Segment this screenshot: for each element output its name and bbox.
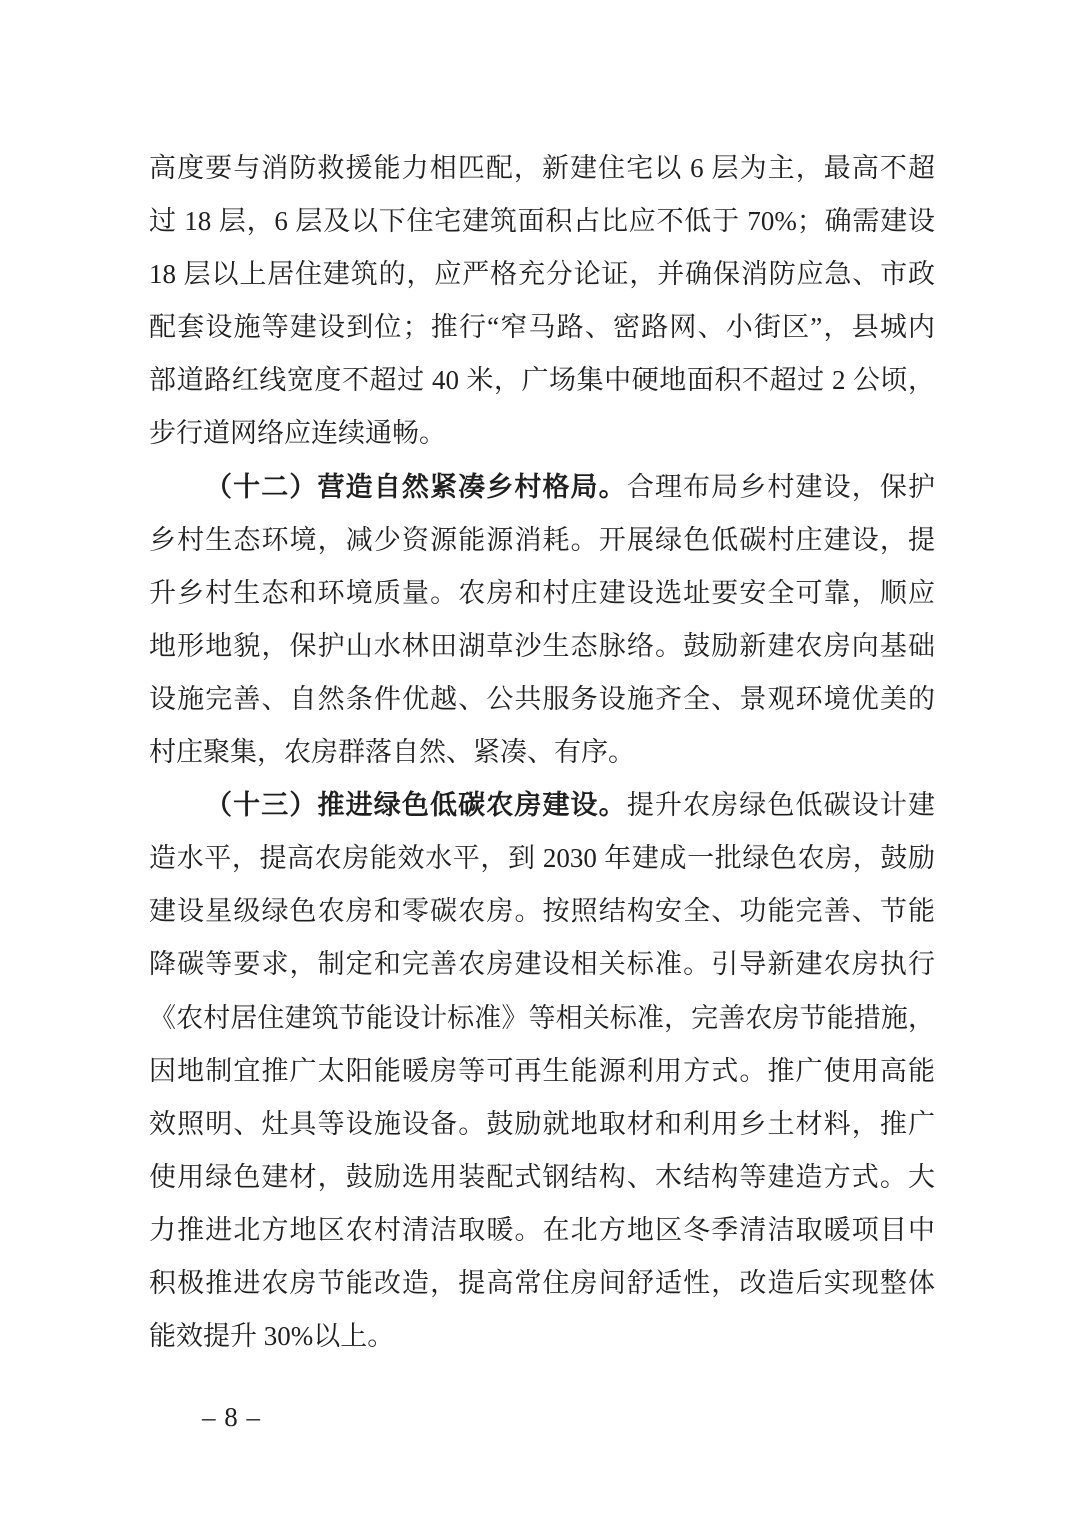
text-line (149, 832, 935, 885)
body-text: 积极推进农房节能改造，提高常住房间舒适性，改造后实现整体 (149, 1267, 935, 1298)
body-text: 合理布局乡村建设，保护 (626, 471, 935, 502)
text-line (149, 1204, 935, 1257)
body-text: 力推进北方地区农村清洁取暖。在北方地区冬季清洁取暖项目中 (149, 1214, 935, 1245)
body-text: 配套设施等建设到位；推行“窄马路、密路网、小街区”，县城内 (149, 312, 935, 343)
text-line (149, 195, 935, 248)
text-line (149, 1257, 935, 1310)
body-text: 村庄聚集，农房群落自然、紧凑、有序。 (149, 737, 635, 768)
text-line (149, 673, 935, 726)
text-line (149, 407, 935, 460)
page-number: – 8 – (202, 1402, 261, 1432)
text-line (149, 620, 935, 673)
body-text: 提升农房绿色低碳设计建 (626, 790, 935, 821)
text-line (149, 1310, 935, 1363)
text-line (149, 514, 935, 567)
body-text: 因地制宜推广太阳能暖房等可再生能源利用方式。推广使用高能 (149, 1055, 935, 1086)
text-line (149, 779, 935, 832)
body-text: 降碳等要求，制定和完善农房建设相关标准。引导新建农房执行 (149, 949, 935, 980)
text-block (149, 142, 935, 1363)
body-text: 步行道网络应连续通畅。 (149, 418, 446, 449)
text-line (149, 1098, 935, 1151)
body-text: 地形地貌，保护山水林田湖草沙生态脉络。鼓励新建农房向基础 (149, 630, 935, 661)
body-text: 过 18 层，6 层及以下住宅建筑面积占比应不低于 70%；确需建设 (149, 206, 935, 237)
body-text: 效照明、灶具等设施设备。鼓励就地取材和利用乡土材料，推广 (149, 1108, 935, 1139)
text-line (149, 354, 935, 407)
body-text: 升乡村生态和环境质量。农房和村庄建设选址要安全可靠，顺应 (149, 577, 935, 608)
text-line (149, 938, 935, 991)
text-line (149, 1045, 935, 1098)
text-line (149, 1151, 935, 1204)
body-text: 18 层以上居住建筑的，应严格充分论证，并确保消防应急、市政 (149, 259, 935, 290)
body-text: 能效提升 30%以上。 (149, 1321, 395, 1352)
body-text: 部道路红线宽度不超过 40 米，广场集中硬地面积不超过 2 公顷， (149, 365, 935, 396)
body-text: 高度要与消防救援能力相匹配，新建住宅以 6 层为主，最高不超 (149, 153, 935, 183)
body-text: 建设星级绿色农房和零碳农房。按照结构安全、功能完善、节能 (149, 896, 935, 927)
body-text: 《农村居住建筑节能设计标准》等相关标准，完善农房节能措施， (149, 1002, 935, 1033)
text-line (149, 567, 935, 620)
body-text: 使用绿色建材，鼓励选用装配式钢结构、木结构等建造方式。大 (149, 1161, 935, 1192)
text-line (149, 248, 935, 301)
text-line (149, 726, 935, 779)
text-line (149, 301, 935, 354)
text-line (149, 992, 935, 1045)
body-text: 乡村生态环境，减少资源能源消耗。开展绿色低碳村庄建设，提 (149, 524, 935, 555)
section-heading-text: （十三）推进绿色低碳农房建设。 (205, 790, 627, 821)
text-line (149, 885, 935, 938)
text-line (149, 142, 935, 195)
text-line (149, 461, 935, 514)
body-text: 造水平，提高农房能效水平，到 2030 年建成一批绿色农房，鼓励 (149, 843, 935, 874)
body-text: 设施完善、自然条件优越、公共服务设施齐全、景观环境优美的 (149, 683, 935, 714)
section-heading-text: （十二）营造自然紧凑乡村格局。 (205, 471, 627, 502)
